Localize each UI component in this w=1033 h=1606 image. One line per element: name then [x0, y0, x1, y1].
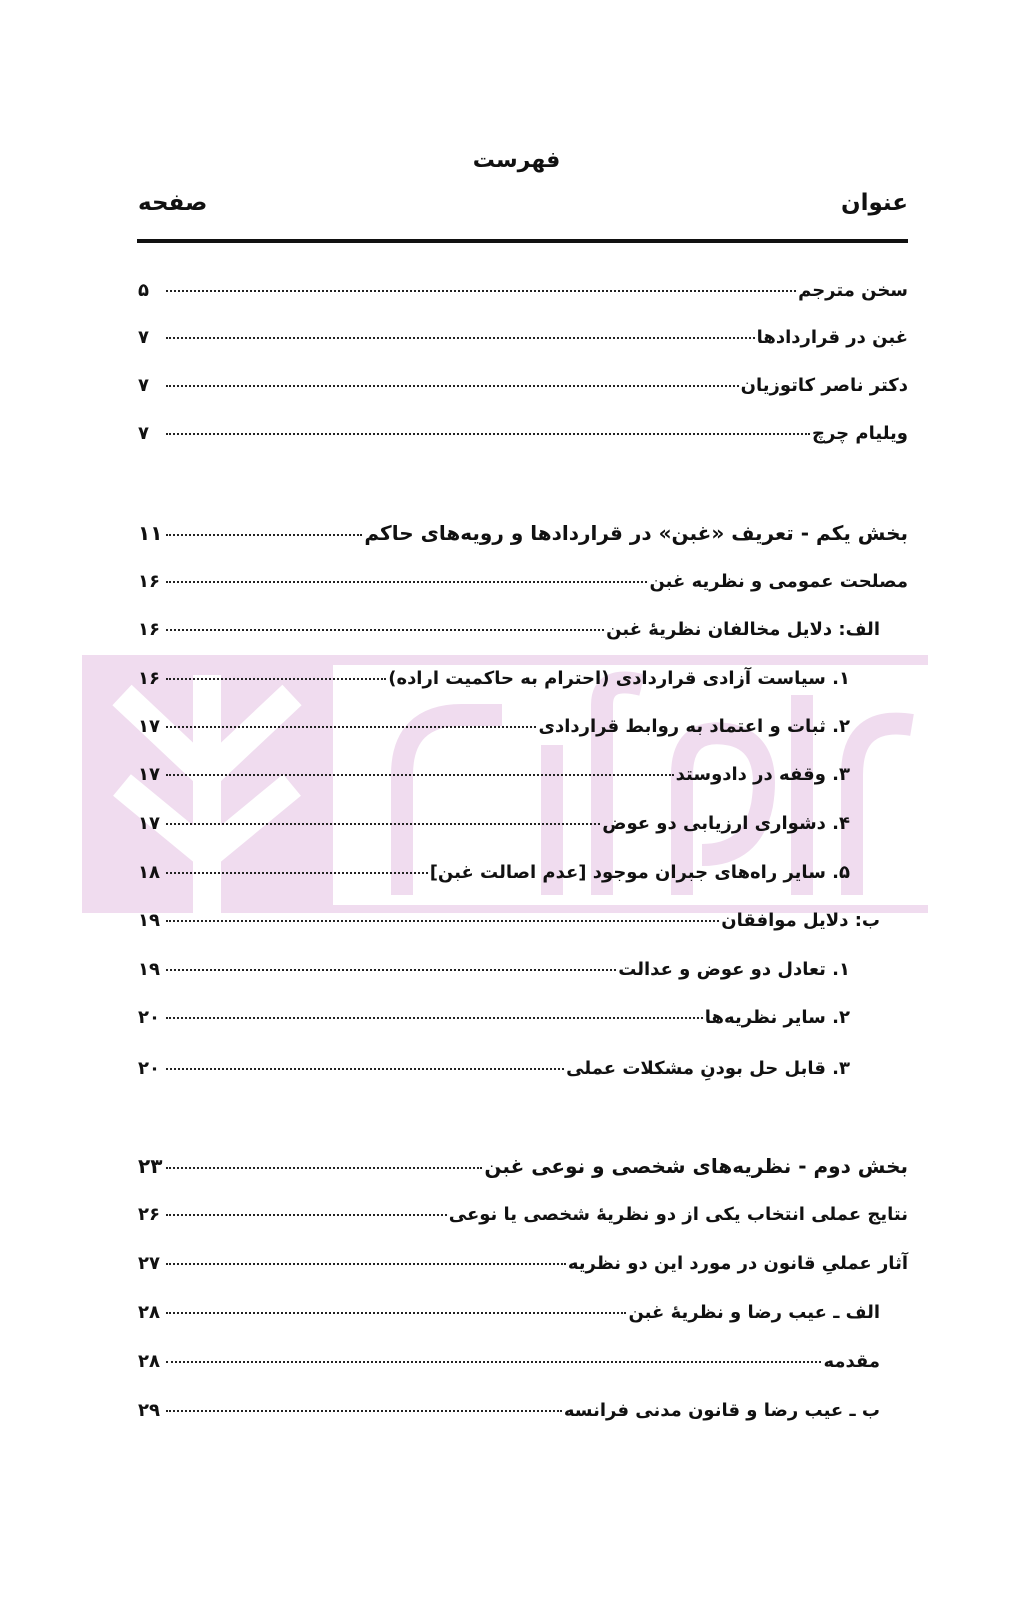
entry-page-number: ۲۹ — [138, 1400, 160, 1421]
entry-page-number: ۱۸ — [138, 862, 160, 883]
entry-page-number: ۲۸ — [138, 1302, 160, 1323]
entry-title: ۲. ثبات و اعتماد به روابط قراردادی — [538, 716, 850, 737]
dot-leader — [166, 1263, 566, 1265]
toc-entry[interactable] — [138, 1400, 880, 1430]
dot-leader — [166, 1312, 626, 1314]
entry-title: بخش دوم - نظریه‌های شخصی و نوعی غبن — [484, 1154, 908, 1178]
toc-entry[interactable] — [138, 716, 850, 746]
entry-page-number: ۱۶ — [138, 571, 160, 592]
toc-entry[interactable] — [138, 1007, 850, 1037]
entry-page-number: ۲۰ — [138, 1058, 160, 1079]
dot-leader — [166, 920, 719, 922]
dot-leader — [166, 678, 386, 680]
page-column-header: صفحه — [138, 190, 208, 216]
toc-entry[interactable] — [138, 1058, 850, 1088]
dot-leader — [166, 726, 536, 728]
toc-entry[interactable] — [138, 1351, 880, 1381]
entry-page-number: ۷ — [138, 423, 149, 444]
title-column-header: عنوان — [840, 190, 908, 216]
entry-page-number: ۲۷ — [138, 1253, 160, 1274]
entry-page-number: ۱۶ — [138, 619, 160, 640]
toc-entry[interactable] — [138, 375, 908, 405]
entry-title: ۱. تعادل دو عوض و عدالت — [618, 959, 850, 980]
entry-page-number: ۲۸ — [138, 1351, 160, 1372]
dot-leader — [166, 1167, 482, 1169]
entry-title: ۳. وقفه در دادوستد — [675, 764, 850, 785]
entry-title: آثار عملیِ قانون در مورد این دو نظریه — [567, 1253, 908, 1274]
entry-title: ۲. سایر نظریه‌ها — [704, 1007, 850, 1028]
dot-leader — [166, 872, 428, 874]
toc-entry[interactable] — [138, 764, 850, 794]
dot-leader — [166, 1068, 564, 1070]
dot-leader — [166, 433, 810, 435]
header-rule — [137, 239, 908, 243]
entry-title: مصلحت عمومی و نظریه غبن — [649, 571, 908, 592]
toc-entry[interactable] — [138, 571, 908, 601]
toc-entry[interactable] — [138, 668, 850, 698]
entry-title: سخن مترجم — [798, 280, 908, 301]
entry-page-number: ۱۱ — [138, 521, 163, 545]
entry-page-number: ۷ — [138, 327, 149, 348]
entry-page-number: ۲۳ — [138, 1154, 163, 1178]
dot-leader — [166, 337, 755, 339]
dot-leader — [166, 969, 616, 971]
entry-page-number: ۵ — [138, 280, 149, 301]
dot-leader — [166, 534, 362, 536]
toc-entry[interactable] — [138, 862, 850, 892]
dot-leader — [166, 1410, 562, 1412]
entry-title: غبن در قراردادها — [756, 327, 908, 348]
entry-title: ۴. دشواری ارزیابی دو عوض — [602, 813, 850, 834]
entry-page-number: ۲۰ — [138, 1007, 160, 1028]
entry-page-number: ۱۷ — [138, 813, 160, 834]
toc-section-entry[interactable] — [138, 1154, 908, 1184]
dot-leader — [166, 1017, 703, 1019]
dot-leader — [166, 1361, 821, 1363]
entry-title: نتایج عملی انتخاب یکی از دو نظریهٔ شخصی یا نوعی — [448, 1204, 908, 1225]
entry-page-number: ۱۶ — [138, 668, 160, 689]
entry-title: الف: دلایل مخالفان نظریهٔ غبن — [606, 619, 880, 640]
entry-page-number: ۷ — [138, 375, 149, 396]
dot-leader — [166, 823, 600, 825]
toc-entry[interactable] — [138, 910, 880, 940]
toc-entry[interactable] — [138, 1204, 908, 1234]
entry-title: ۳. قابل حل بودنِ مشکلات عملی — [566, 1058, 850, 1079]
toc-entry[interactable] — [138, 280, 908, 310]
entry-title: مقدمه — [823, 1351, 880, 1372]
toc-entry[interactable] — [138, 1253, 908, 1283]
entry-title: دکتر ناصر کاتوزیان — [740, 375, 908, 396]
toc-entry[interactable] — [138, 813, 850, 843]
entry-page-number: ۱۹ — [138, 959, 160, 980]
dot-leader — [166, 290, 796, 292]
toc-entry[interactable] — [138, 959, 850, 989]
entry-page-number: ۲۶ — [138, 1204, 160, 1225]
page-title: فهرست — [472, 148, 561, 173]
dot-leader — [166, 385, 739, 387]
toc-section-entry[interactable] — [138, 521, 908, 551]
entry-title: ب ـ عیب رضا و قانون مدنی فرانسه — [563, 1400, 880, 1421]
entry-page-number: ۱۷ — [138, 716, 160, 737]
entry-title: ۱. سیاست آزادی قراردادی (احترام به حاکمیت اراده) — [388, 668, 850, 689]
entry-page-number: ۱۷ — [138, 764, 160, 785]
toc-entry[interactable] — [138, 619, 880, 649]
dot-leader — [166, 629, 604, 631]
entry-title: الف ـ عیب رضا و نظریهٔ غبن — [628, 1302, 880, 1323]
toc-entry[interactable] — [138, 423, 908, 453]
entry-title: بخش یکم - تعریف «غبن» در قراردادها و رویه‌های حاکم — [364, 521, 908, 545]
entry-title: ب: دلایل موافقان — [721, 910, 880, 931]
toc-entry[interactable] — [138, 1302, 880, 1332]
entry-title: ۵. سایر راه‌های جبران موجود [عدم اصالت غبن] — [429, 862, 850, 883]
dot-leader — [166, 774, 674, 776]
dot-leader — [166, 1214, 447, 1216]
entry-title: ویلیام چرچ — [811, 423, 908, 444]
entry-page-number: ۱۹ — [138, 910, 160, 931]
dot-leader — [166, 581, 647, 583]
toc-entry[interactable] — [138, 327, 908, 357]
